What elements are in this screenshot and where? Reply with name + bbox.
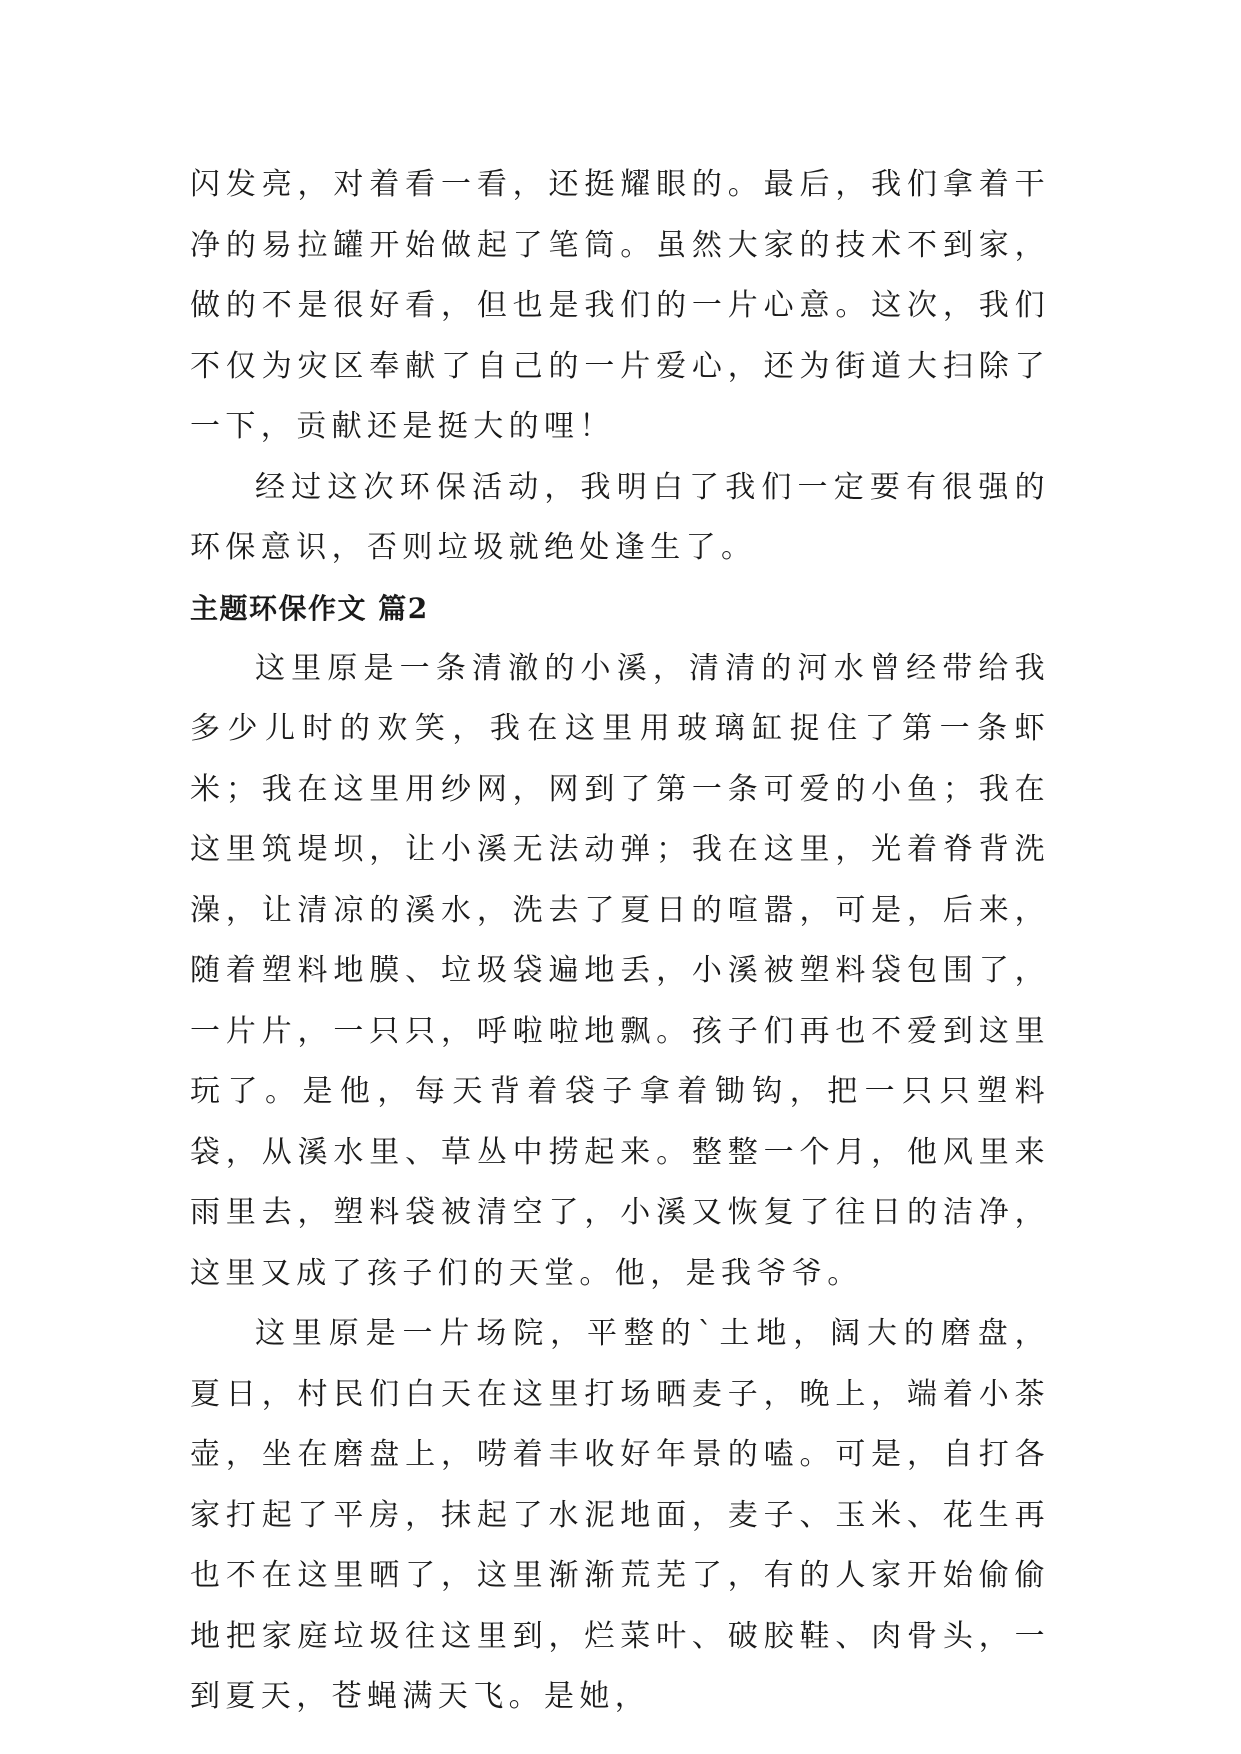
paragraph-courtyard: 这里原是一片场院，平整的`土地，阔大的磨盘，夏日，村民们白天在这里打场晒麦子，晚上，端着小茶壶，坐在磨盘上，唠着丰收好年景的嗑。可是，自打各家打起了平房，抹起了水泥地面，麦子、玉米、花生再也不在这里晒了，这里渐渐荒芜了，有的人家开始偷偷地把家庭垃圾往这里到，烂菜叶、破胶鞋、肉骨头，一到夏天，苍蝇满天飞。是她， [190,1316,1050,1714]
paragraph-stream: 这里原是一条清澈的小溪，清清的河水曾经带给我多少儿时的欢笑，我在这里用玻璃缸捉住了第一条虾米；我在这里用纱网，网到了第一条可爱的小鱼；我在这里筑堤坝，让小溪无法动弹；我在这里，光着脊背洗澡，让清凉的溪水，洗去了夏日的喧嚣，可是，后来，随着塑料地膜、垃圾袋遍地丢，小溪被塑料袋包围了，一片片，一只只，呼啦啦地飘。孩子们再也不爱到这里玩了。是他，每天背着袋子拿着锄钩，把一只只塑料袋，从溪水里、草丛中捞起来。整整一个月，他风里来雨里去，塑料袋被清空了，小溪又恢复了往日的洁净，这里又成了孩子们的天堂。他，是我爷爷。 [190,650,1050,1291]
paragraph-conclusion: 经过这次环保活动，我明白了我们一定要有很强的环保意识，否则垃圾就绝处逢生了。 [190,469,1050,565]
section-heading: 主题环保作文 篇2 [190,591,429,625]
document-page [190,155,1050,1728]
paragraph-continued: 闪发亮，对着看一看，还挺耀眼的。最后，我们拿着干净的易拉罐开始做起了笔筒。虽然大家的技术不到家，做的不是很好看，但也是我们的一片心意。这次，我们不仅为灾区奉献了自己的一片爱心，还为街道大扫除了一下，贡献还是挺大的哩！ [190,167,1050,444]
